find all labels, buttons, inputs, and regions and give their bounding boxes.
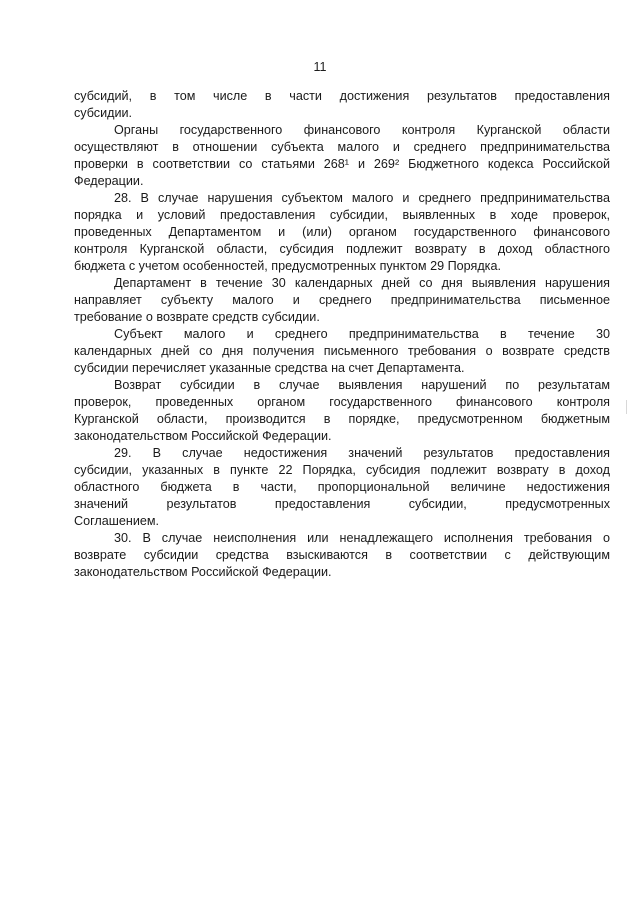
scan-artifact (626, 400, 627, 414)
text-line: календарных дней со дня получения письменного требования о возврате средств (74, 344, 610, 358)
text-line: осуществляют в отношении субъекта малого и среднего предпринимательства (74, 140, 610, 154)
text-line: субсидии перечисляет указанные средства на счет Департамента. (74, 361, 465, 375)
text-line: законодательством Российской Федерации. (74, 565, 332, 579)
text-line: проверки в соответствии со статьями 268¹ и 269² Бюджетного кодекса Российской (74, 157, 610, 171)
text-line: направляет субъекту малого и среднего предпринимательства письменное (74, 293, 610, 307)
text-line: Курганской области, производится в порядке, предусмотренном бюджетным (74, 412, 610, 426)
text-line: требование о возврате средств субсидии. (74, 310, 320, 324)
text-line: возврате субсидии средства взыскиваются в соответствии с действующим (74, 548, 610, 562)
text-line: Федерации. (74, 174, 144, 188)
text-line: областного бюджета в части, пропорциональной величине недостижения (74, 480, 610, 494)
text-line: субсидии, указанных в пункте 22 Порядка, субсидия подлежит возврату в доход (74, 463, 610, 477)
text-line: 29. В случае недостижения значений результатов предоставления (114, 446, 610, 460)
text-line: Соглашением. (74, 514, 160, 528)
page-number: 11 (313, 60, 327, 74)
text-line: субсидий, в том числе в части достижения результатов предоставления (74, 89, 610, 103)
text-line: 30. В случае неисполнения или ненадлежащего исполнения требования о (114, 531, 610, 545)
text-line: Возврат субсидии в случае выявления нарушений по результатам (114, 378, 610, 392)
text-line: значений результатов предоставления субсидии, предусмотренных (74, 497, 610, 511)
text-line: законодательством Российской Федерации. (74, 429, 332, 443)
text-line: субсидии. (74, 106, 133, 120)
text-line: Органы государственного финансового контроля Курганской области (114, 123, 610, 137)
text-line: проведенных Департаментом и (или) органом государственного финансового (74, 225, 610, 239)
text-line: контроля Курганской области, субсидия подлежит возврату в доход областного (74, 242, 610, 256)
text-line: 28. В случае нарушения субъектом малого и среднего предпринимательства (114, 191, 610, 205)
text-line: бюджета с учетом особенностей, предусмотренных пунктом 29 Порядка. (74, 259, 501, 273)
text-line: Департамент в течение 30 календарных дней со дня выявления нарушения (114, 276, 610, 290)
text-line: порядка и условий предоставления субсидии, выявленных в ходе проверок, (74, 208, 610, 222)
text-line: проверок, проведенных органом государственного финансового контроля (74, 395, 610, 409)
text-line: Субъект малого и среднего предпринимательства в течение 30 (114, 327, 610, 341)
